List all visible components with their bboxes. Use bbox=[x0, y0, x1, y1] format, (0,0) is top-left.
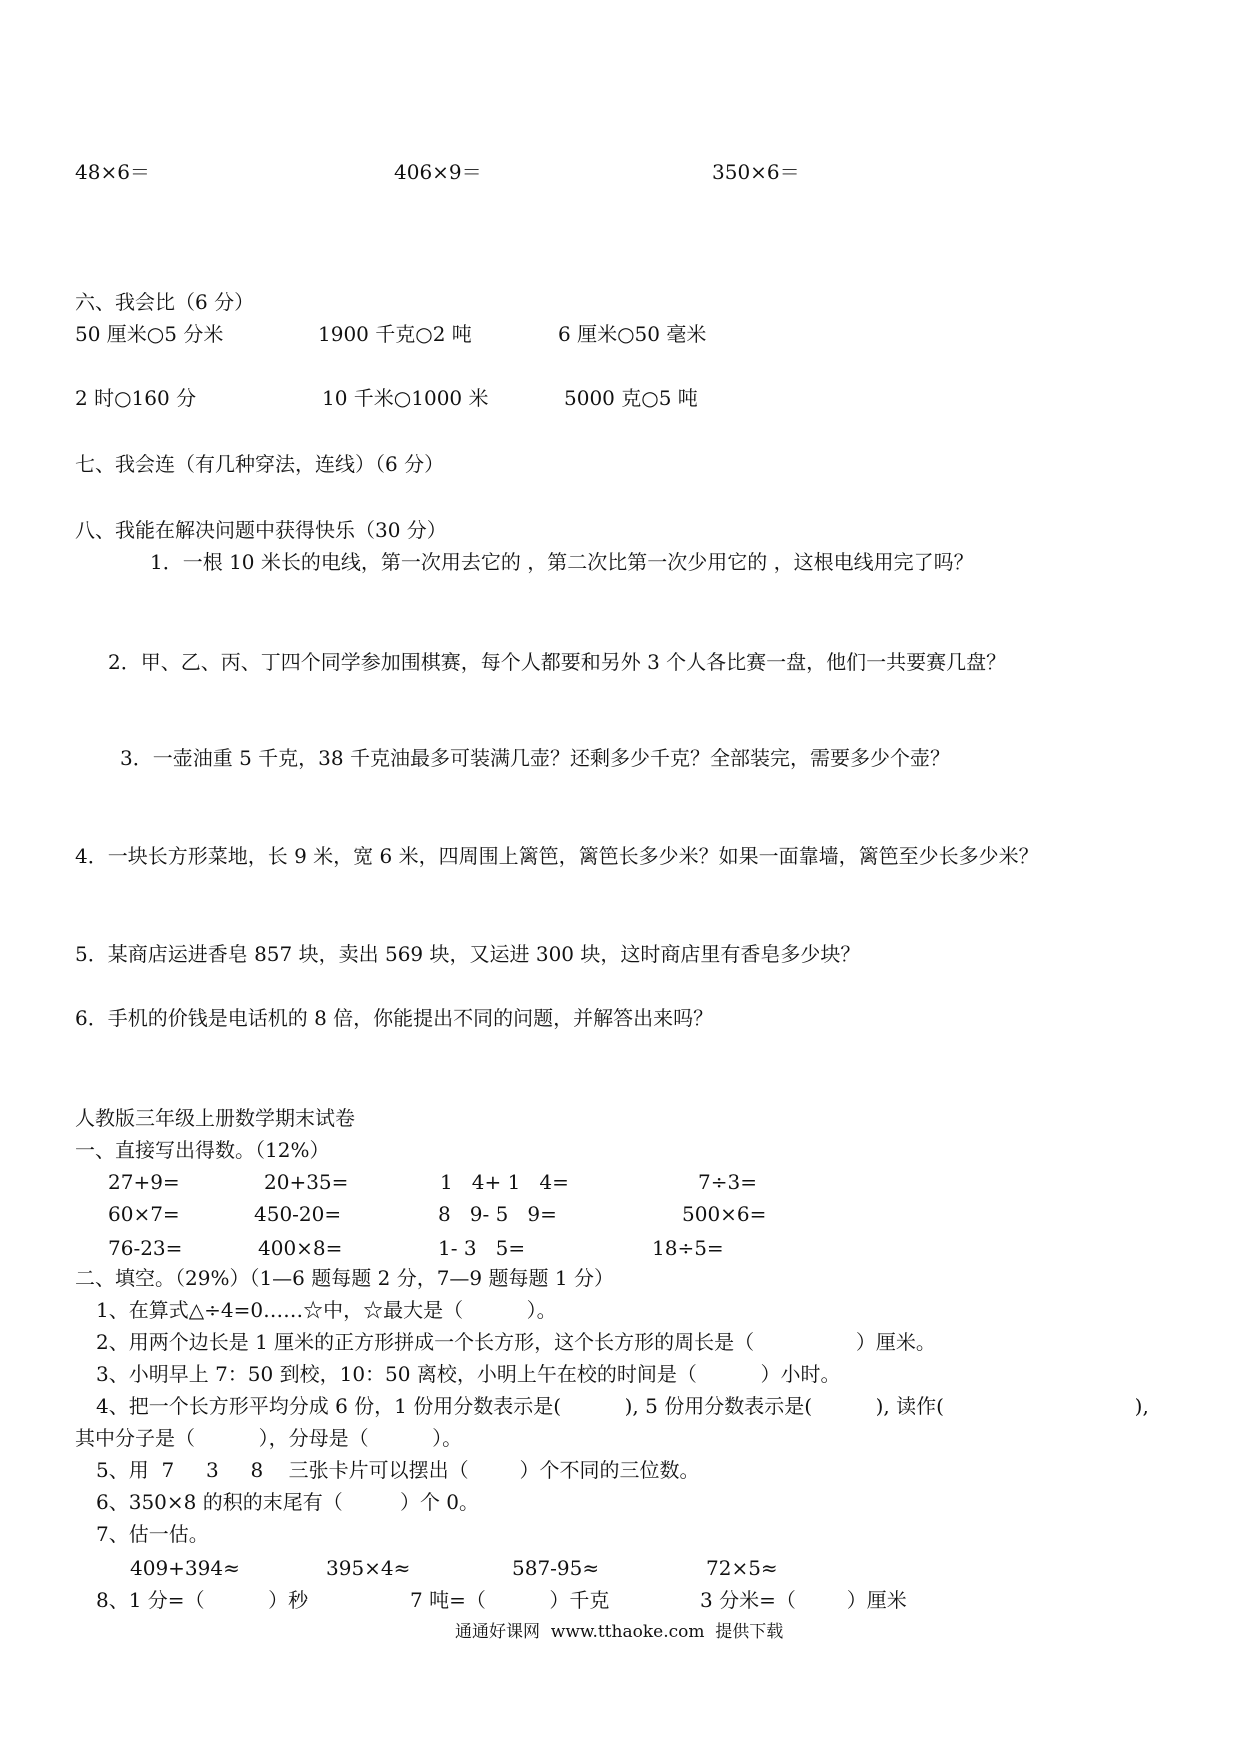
mental-calc: 20+35= bbox=[264, 1170, 349, 1194]
mental-calc: 450-20= bbox=[254, 1202, 342, 1226]
part2-heading: 二、填空。（29%）（1—6 题每题 2 分，7—9 题每题 1 分） bbox=[75, 1266, 614, 1290]
mental-calc: 7÷3= bbox=[698, 1170, 757, 1194]
mental-calc: 27+9= bbox=[108, 1170, 180, 1194]
compare-item: 50 厘米○5 分米 bbox=[75, 322, 224, 346]
section7-heading: 七、我会连（有几种穿法，连线）（6 分） bbox=[75, 452, 445, 476]
estimate-item: 409+394≈ bbox=[130, 1556, 240, 1580]
problem-5: 5．某商店运进香皂 857 块，卖出 569 块，又运进 300 块，这时商店里有香皂多少块？ bbox=[75, 942, 861, 966]
calc-48x6: 48×6＝ bbox=[75, 160, 150, 184]
fill-question-8: 8、1 分=（ ）秒 bbox=[96, 1588, 309, 1612]
mental-calc: 1- 3 5= bbox=[438, 1236, 526, 1260]
fill-question-5: 5、用 7 3 8 三张卡片可以摆出（ ）个不同的三位数。 bbox=[96, 1458, 700, 1482]
fill-question-8-part: 3 分米=（ ）厘米 bbox=[700, 1588, 907, 1612]
mental-calc: 76-23= bbox=[108, 1236, 183, 1260]
problem-3: 3．一壶油重 5 千克，38 千克油最多可装满几壶？还剩多少千克？全部装完，需要多少个壶？ bbox=[120, 746, 950, 770]
problem-6: 6．手机的价钱是电话机的 8 倍，你能提出不同的问题，并解答出来吗？ bbox=[75, 1006, 714, 1030]
fill-question-6: 6、350×8 的积的末尾有（ ）个 0。 bbox=[96, 1490, 480, 1514]
fill-question-4-cont: 其中分子是（ ），分母是（ ）。 bbox=[75, 1426, 463, 1450]
section8-heading: 八、我能在解决问题中获得快乐（30 分） bbox=[75, 518, 447, 542]
compare-item: 2 时○160 分 bbox=[75, 386, 197, 410]
fill-question-2: 2、用两个边长是 1 厘米的正方形拼成一个长方形，这个长方形的周长是（ ）厘米。 bbox=[96, 1330, 936, 1354]
compare-item: 1900 千克○2 吨 bbox=[318, 322, 472, 346]
compare-item: 10 千米○1000 米 bbox=[322, 386, 489, 410]
exam-title: 人教版三年级上册数学期末试卷 bbox=[75, 1106, 355, 1130]
mental-calc: 400×8= bbox=[258, 1236, 343, 1260]
estimate-item: 72×5≈ bbox=[706, 1556, 778, 1580]
page-footer: 通通好课网 www.tthaoke.com 提供下载 bbox=[455, 1622, 784, 1642]
problem-1: 1．一根 10 米长的电线，第一次用去它的 ，第二次比第一次少用它的 ，这根电线用完了吗？ bbox=[150, 550, 974, 574]
mental-calc: 18÷5= bbox=[652, 1236, 724, 1260]
fill-question-7: 7、估一估。 bbox=[96, 1522, 209, 1546]
fill-question-3: 3、小明早上 7：50 到校，10：50 离校，小明上午在校的时间是（ ）小时。 bbox=[96, 1362, 841, 1386]
estimate-item: 587-95≈ bbox=[512, 1556, 600, 1580]
fill-question-1: 1、在算式△÷4=0……☆中，☆最大是（ ）。 bbox=[96, 1298, 557, 1322]
fill-question-8-part: 7 吨=（ ）千克 bbox=[410, 1588, 610, 1612]
part1-heading: 一、直接写出得数。（12%） bbox=[75, 1138, 330, 1162]
problem-4: 4．一块长方形菜地，长 9 米，宽 6 米，四周围上篱笆，篱笆长多少米？如果一面靠墙，篱笆至少长多少米？ bbox=[75, 844, 1039, 868]
mental-calc: 500×6= bbox=[682, 1202, 767, 1226]
calc-406x9: 406×9＝ bbox=[394, 160, 482, 184]
compare-item: 6 厘米○50 毫米 bbox=[558, 322, 707, 346]
mental-calc: 1 4+ 1 4= bbox=[440, 1170, 569, 1194]
section6-heading: 六、我会比（6 分） bbox=[75, 290, 255, 314]
compare-item: 5000 克○5 吨 bbox=[564, 386, 698, 410]
calc-350x6: 350×6＝ bbox=[712, 160, 800, 184]
fill-question-4: 4、把一个长方形平均分成 6 份，1 份用分数表示是( ), 5 份用分数表示是( ), 读作( ), bbox=[96, 1394, 1149, 1418]
mental-calc: 8 9- 5 9= bbox=[438, 1202, 557, 1226]
problem-2: 2．甲、乙、丙、丁四个同学参加围棋赛，每个人都要和另外 3 个人各比赛一盘，他们一共要赛几盘？ bbox=[108, 650, 1007, 674]
mental-calc: 60×7= bbox=[108, 1202, 180, 1226]
estimate-item: 395×4≈ bbox=[326, 1556, 411, 1580]
